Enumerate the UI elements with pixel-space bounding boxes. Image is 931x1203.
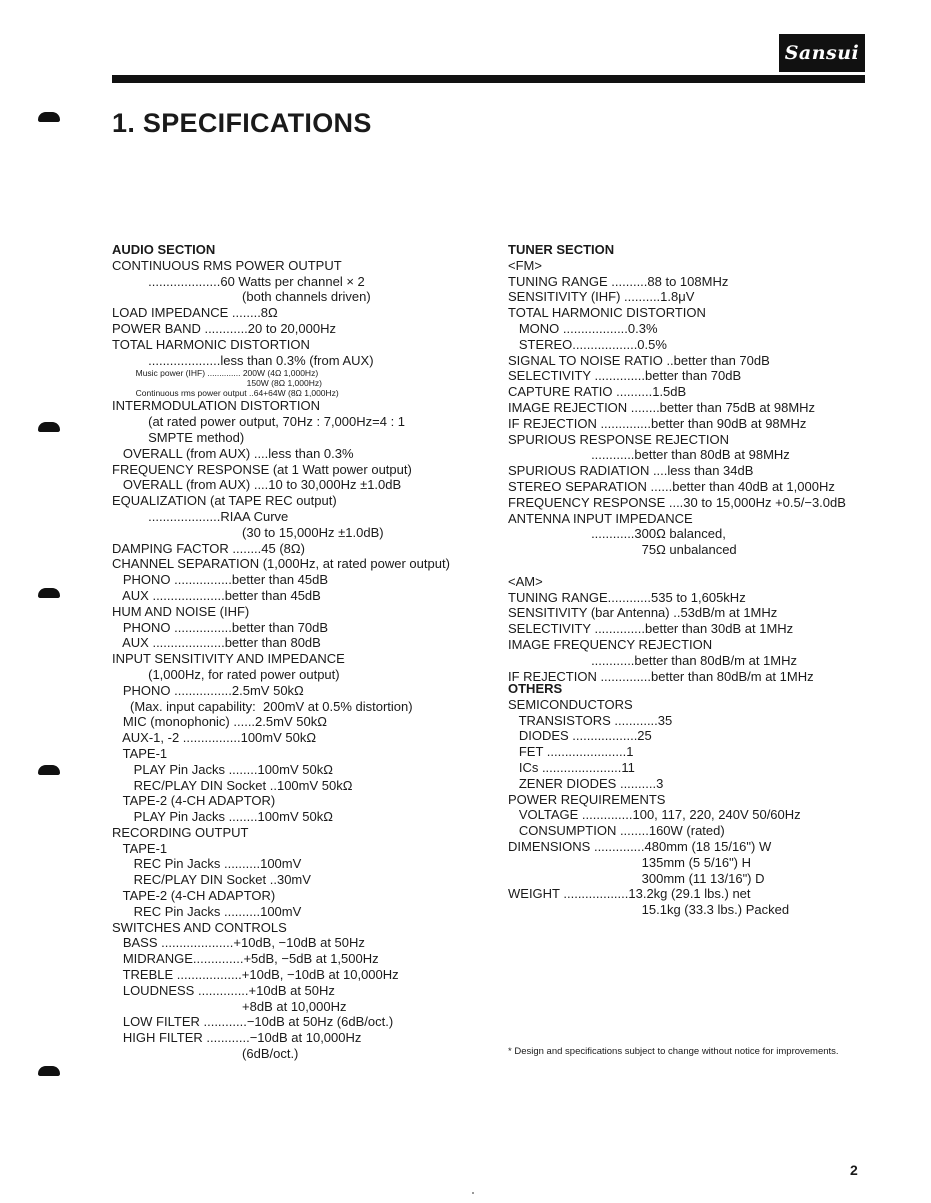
audio-spec-line: RECORDING OUTPUT (112, 824, 249, 840)
audio-spec-line: TAPE-1 (112, 745, 168, 761)
tuner-spec-line: ............better than 80dB/m at 1MHz (508, 652, 797, 668)
audio-spec-line: DAMPING FACTOR ........45 (8Ω) (112, 540, 305, 556)
tuner-spec-line: IF REJECTION ..............better than 90dB at 98MHz (508, 415, 807, 431)
tuner-spec-line: ANTENNA INPUT IMPEDANCE (508, 510, 693, 526)
audio-spec-line: (both channels driven) (112, 289, 371, 305)
audio-spec-line: OVERALL (from AUX) ....less than 0.3% (112, 445, 354, 461)
tuner-spec-line: IMAGE REJECTION ........better than 75dB at 98MHz (508, 399, 816, 415)
others-spec-line: ICs ......................11 (508, 759, 635, 775)
others-section-heading: OTHERS (508, 681, 563, 696)
tuner-spec-line: TUNING RANGE............535 to 1,605kHz (508, 589, 746, 605)
tuner-spec-line: CAPTURE RATIO ..........1.5dB (508, 384, 687, 400)
audio-spec-line: POWER BAND ............20 to 20,000Hz (112, 320, 336, 336)
audio-spec-line: HUM AND NOISE (IHF) (112, 603, 250, 619)
audio-spec-line: BASS ....................+10dB, −10dB at 50Hz (112, 935, 365, 951)
tuner-spec-line: SPURIOUS RADIATION ....less than 34dB (508, 463, 754, 479)
audio-spec-line: REC Pin Jacks ..........100mV (112, 903, 302, 919)
header-rule (112, 75, 865, 83)
audio-spec-line: LOAD IMPEDANCE ........8Ω (112, 305, 278, 321)
tuner-spec-line (508, 558, 888, 574)
audio-spec-line: PHONO ................2.5mV 50kΩ (112, 682, 304, 698)
audio-spec-line: PLAY Pin Jacks ........100mV 50kΩ (112, 761, 333, 777)
audio-spec-line: AUX-1, -2 ................100mV 50kΩ (112, 730, 317, 746)
audio-spec-line: (6dB/oct.) (112, 1046, 299, 1062)
audio-spec-line: ....................60 Watts per channel × 2 (112, 273, 365, 289)
audio-spec-line: MIC (monophonic) ......2.5mV 50kΩ (112, 714, 327, 730)
binder-hole (38, 1066, 60, 1076)
binder-hole (38, 422, 60, 432)
audio-spec-line: (1,000Hz, for rated power output) (112, 666, 340, 682)
others-spec-line: 300mm (11 13/16") D (508, 870, 765, 886)
audio-spec-line: ....................less than 0.3% (from AUX) (112, 352, 374, 368)
sansui-logo: Sansui (779, 34, 865, 72)
audio-spec-line: OVERALL (from AUX) ....10 to 30,000Hz ±1.0dB (112, 477, 402, 493)
audio-spec-line: +8dB at 10,000Hz (112, 998, 347, 1014)
tuner-spec-line: SENSITIVITY (bar Antenna) ..53dB/m at 1MHz (508, 605, 778, 621)
tuner-spec-line: STEREO..................0.5% (508, 336, 667, 352)
tuner-spec-line: STEREO SEPARATION ......better than 40dB at 1,000Hz (508, 478, 835, 494)
binder-hole (38, 765, 60, 775)
others-spec-line: VOLTAGE ..............100, 117, 220, 240V 50/60Hz (508, 807, 801, 823)
audio-spec-line: REC Pin Jacks ..........100mV (112, 856, 302, 872)
tuner-spec-line: SELECTIVITY ..............better than 30dB at 1MHz (508, 621, 794, 637)
audio-spec-line: PHONO ................better than 70dB (112, 619, 329, 635)
audio-spec-line: AUX ....................better than 80dB (112, 635, 321, 651)
audio-spec-line: EQUALIZATION (at TAPE REC output) (112, 493, 337, 509)
binder-hole (38, 588, 60, 598)
audio-spec-line: FREQUENCY RESPONSE (at 1 Watt power output) (112, 461, 412, 477)
audio-spec-line: MIDRANGE..............+5dB, −5dB at 1,500Hz (112, 951, 379, 967)
audio-spec-line: TAPE-1 (112, 840, 168, 856)
audio-section-heading: AUDIO SECTION (112, 242, 216, 257)
audio-spec-line: LOUDNESS ..............+10dB at 50Hz (112, 982, 335, 998)
tuner-section (508, 242, 888, 684)
tuner-spec-line: <FM> (508, 257, 542, 273)
footnote: * Design and specifications subject to change without notice for improvements. (508, 1046, 839, 1057)
tuner-spec-line: TUNING RANGE ..........88 to 108MHz (508, 273, 729, 289)
audio-spec-line: AUX ....................better than 45dB (112, 587, 321, 603)
audio-spec-line: REC/PLAY DIN Socket ..30mV (112, 872, 311, 888)
others-spec-line: ZENER DIODES ..........3 (508, 775, 664, 791)
audio-spec-line: TAPE-2 (4-CH ADAPTOR) (112, 888, 276, 904)
others-spec-line: WEIGHT ..................13.2kg (29.1 lbs.) net (508, 886, 751, 902)
page-number: 2 (850, 1162, 858, 1178)
tuner-spec-line: SIGNAL TO NOISE RATIO ..better than 70dB (508, 352, 770, 368)
others-spec-line: 135mm (5 5/16") H (508, 854, 752, 870)
audio-spec-line: CHANNEL SEPARATION (1,000Hz, at rated power output) (112, 556, 450, 572)
tuner-spec-line: ............better than 80dB at 98MHz (508, 447, 790, 463)
tuner-spec-line: SPURIOUS RESPONSE REJECTION (508, 431, 730, 447)
audio-spec-line: PHONO ................better than 45dB (112, 572, 329, 588)
audio-spec-line: SMPTE method) (112, 429, 245, 445)
audio-spec-line: PLAY Pin Jacks ........100mV 50kΩ (112, 809, 333, 825)
audio-spec-line: (30 to 15,000Hz ±1.0dB) (112, 524, 384, 540)
audio-spec-line: CONTINUOUS RMS POWER OUTPUT (112, 257, 342, 273)
page-title: 1. SPECIFICATIONS (112, 108, 372, 138)
others-spec-line: CONSUMPTION ........160W (rated) (508, 823, 725, 839)
binder-hole (38, 112, 60, 122)
others-section (508, 681, 888, 918)
others-spec-line: TRANSISTORS ............35 (508, 712, 673, 728)
tuner-spec-line: FREQUENCY RESPONSE ....30 to 15,000Hz +0.5/−3.0dB (508, 494, 846, 510)
audio-spec-line: Music power (IHF) .............. 200W (4Ω 1,000Hz) (112, 368, 319, 379)
audio-spec-line: HIGH FILTER ............−10dB at 10,000Hz (112, 1030, 362, 1046)
audio-spec-line: 150W (8Ω 1,000Hz) (112, 378, 322, 389)
audio-spec-line: INPUT SENSITIVITY AND IMPEDANCE (112, 651, 345, 667)
audio-spec-line: INTERMODULATION DISTORTION (112, 398, 321, 414)
tuner-spec-line: IMAGE FREQUENCY REJECTION (508, 636, 713, 652)
audio-section (112, 242, 492, 1062)
audio-spec-line: (at rated power output, 70Hz : 7,000Hz=4 : 1 (112, 414, 406, 430)
tuner-spec-line: SELECTIVITY ..............better than 70dB (508, 368, 742, 384)
audio-spec-line: LOW FILTER ............−10dB at 50Hz (6dB/oct.) (112, 1014, 394, 1030)
audio-spec-line: TAPE-2 (4-CH ADAPTOR) (112, 793, 276, 809)
audio-spec-line: ....................RIAA Curve (112, 508, 289, 524)
tuner-spec-line: <AM> (508, 573, 543, 589)
audio-spec-line: (Max. input capability: 200mV at 0.5% distortion) (112, 698, 413, 714)
others-spec-line: DIODES ..................25 (508, 728, 652, 744)
tuner-spec-line: IF REJECTION ..............better than 80dB/m at 1MHz (508, 668, 814, 684)
others-spec-line: FET ......................1 (508, 744, 634, 760)
audio-spec-line: REC/PLAY DIN Socket ..100mV 50kΩ (112, 777, 353, 793)
tuner-spec-line: SENSITIVITY (IHF) ..........1.8μV (508, 289, 695, 305)
audio-spec-line: Continuous rms power output ..64+64W (8Ω 1,000Hz) (112, 388, 339, 399)
tuner-section-heading: TUNER SECTION (508, 242, 615, 257)
audio-spec-line: TOTAL HARMONIC DISTORTION (112, 336, 310, 352)
scan-mark (472, 1192, 474, 1194)
others-spec-line: DIMENSIONS ..............480mm (18 15/16") W (508, 838, 772, 854)
tuner-spec-line: ............300Ω balanced, (508, 526, 726, 542)
others-spec-line: POWER REQUIREMENTS (508, 791, 666, 807)
audio-spec-line: SWITCHES AND CONTROLS (112, 919, 287, 935)
audio-spec-line: TREBLE ..................+10dB, −10dB at 10,000Hz (112, 967, 399, 983)
tuner-spec-line: 75Ω unbalanced (508, 542, 737, 558)
others-spec-line: 15.1kg (33.3 lbs.) Packed (508, 902, 790, 918)
tuner-spec-line: TOTAL HARMONIC DISTORTION (508, 305, 706, 321)
tuner-spec-line: MONO ..................0.3% (508, 320, 658, 336)
others-spec-line: SEMICONDUCTORS (508, 696, 633, 712)
